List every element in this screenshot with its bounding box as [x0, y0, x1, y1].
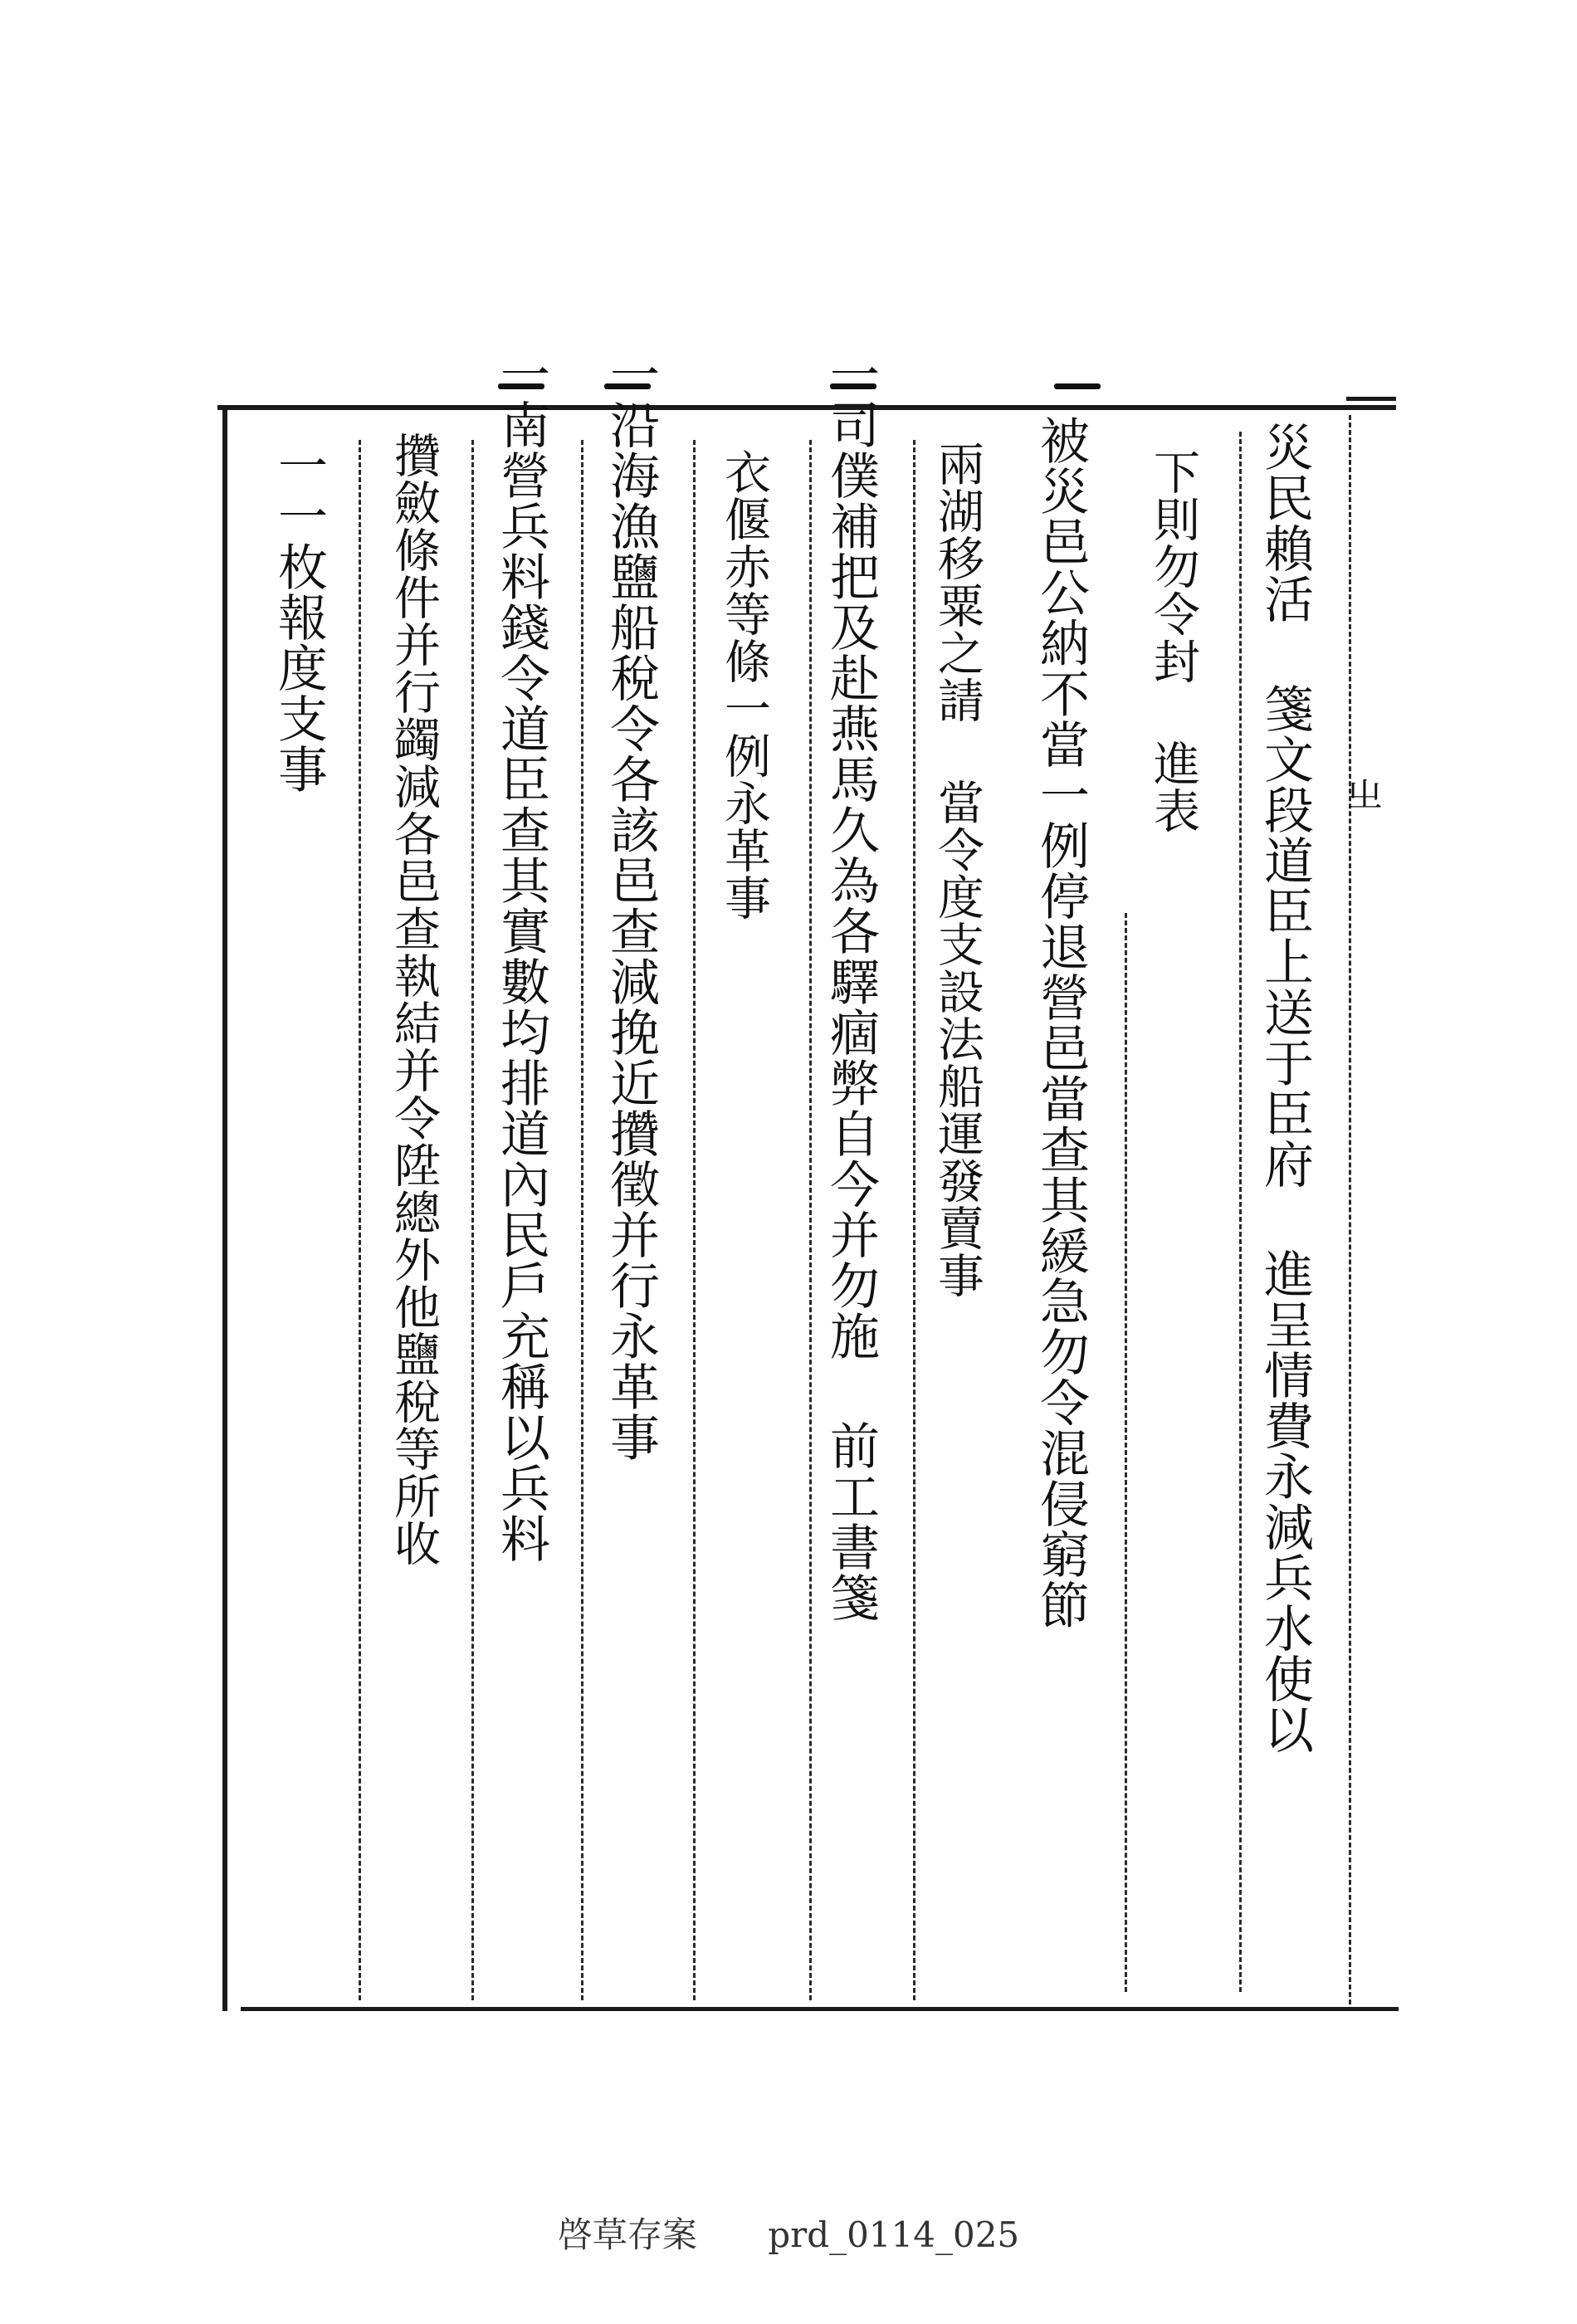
text-column-9: 攢斂條件并行蠲減各邑查執結并令陞總外他鹽稅等所收	[387, 432, 441, 1567]
column-divider	[1239, 432, 1242, 1992]
frame-left-rule	[222, 405, 227, 2011]
column-divider	[809, 440, 812, 2000]
frame-bottom-rule	[241, 2007, 1399, 2011]
text-column-6: 衣偃赤等條一例永革事	[717, 448, 771, 921]
frame-top-rule	[217, 405, 1396, 410]
frame-right-rule	[1349, 415, 1351, 2004]
column-divider	[471, 440, 474, 2000]
text-column-1: 災民賴活 箋文段道臣上送于臣府 進呈情費永減兵水使以	[1256, 422, 1314, 1755]
text-column-7: 一沿海漁鹽船稅令各該邑查減挽近攢徵并行永革事	[602, 349, 660, 1462]
text-column-5: 一司僕補把及赴燕馬久為各驛痼弊自今并勿施 前工書箋	[822, 349, 880, 1623]
item-mark	[1054, 383, 1101, 389]
column-divider	[913, 440, 915, 2000]
page-caption	[0, 2208, 1577, 2258]
margin-mark-glyph: 㞢	[1346, 774, 1383, 817]
text-column-8: 一南營兵料錢令道臣查其實數均排道內民戶充稱以兵料	[492, 349, 550, 1564]
text-column-4: 兩湖移粟之請 當令度支設法船運發賣事	[930, 440, 984, 1299]
column-divider	[693, 440, 696, 2000]
column-divider	[359, 440, 361, 2000]
column-divider	[1125, 913, 1127, 1992]
column-divider	[581, 440, 583, 2000]
text-column-2: 下則勿令封 進表	[1146, 448, 1200, 834]
item-id: prd_0114_025	[768, 2214, 1020, 2255]
frame-top-right-stub	[1346, 397, 1396, 401]
text-column-10: 一一枚報度支事	[270, 440, 328, 794]
collection-title: 啓草存案	[557, 2214, 697, 2255]
text-column-3: 被災邑公納不當一例停退營邑當查其緩急勿令混侵窮節	[1032, 415, 1090, 1630]
